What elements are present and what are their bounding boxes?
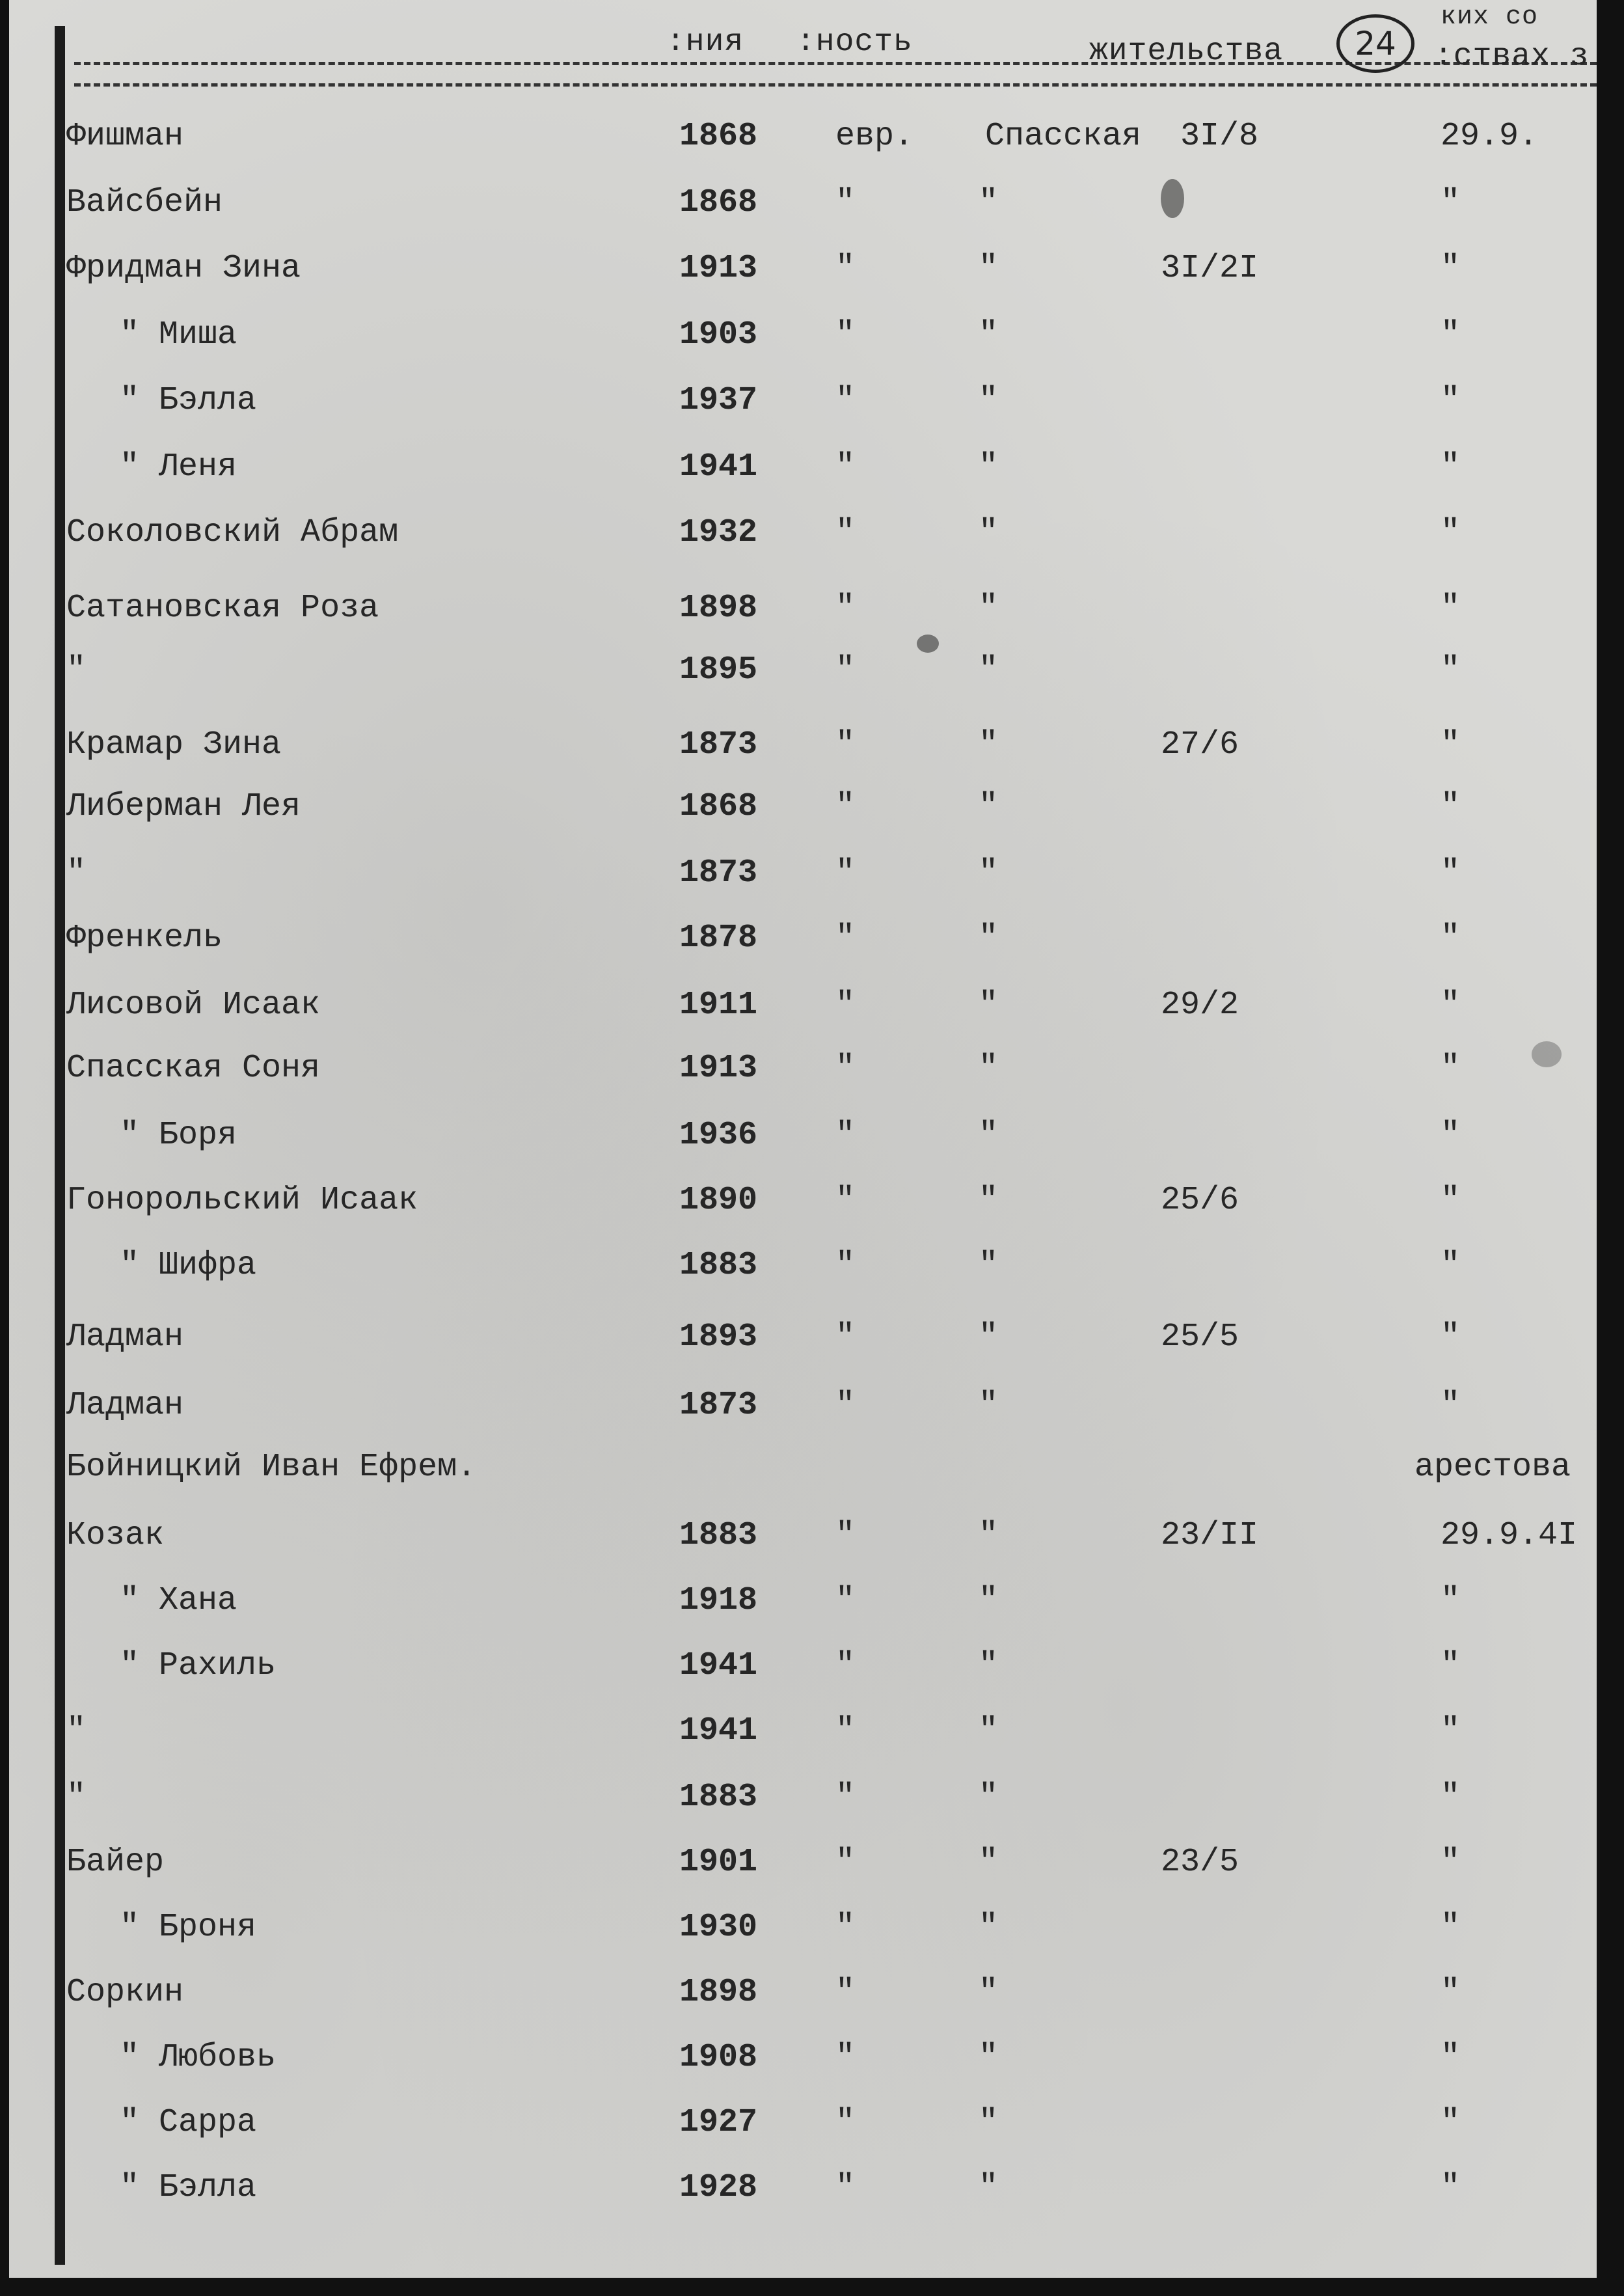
cell-date: ": [1441, 2039, 1461, 2076]
cell-house-number: 3I/2I: [1161, 250, 1259, 287]
cell-name: ": [66, 1712, 87, 1749]
cell-nationality: ": [835, 1050, 856, 1087]
cell-date: ": [1441, 2104, 1461, 2141]
cell-name: ": [66, 651, 87, 689]
cell-nationality: ": [835, 514, 856, 551]
cell-year: 1868: [679, 118, 758, 155]
cell-address: ": [979, 1050, 999, 1087]
cell-address: ": [979, 2039, 999, 2076]
cell-nationality: ": [835, 590, 856, 627]
cell-house-number: 23/5: [1161, 1844, 1239, 1881]
cell-nationality: ": [835, 382, 856, 419]
cell-name: Фридман Зина: [66, 250, 301, 287]
cell-address: ": [979, 448, 999, 485]
cell-date: ": [1441, 590, 1461, 627]
cell-address: ": [979, 590, 999, 627]
table-row: [9, 919, 1597, 984]
cell-address: Спасская: [985, 118, 1142, 155]
cell-address: ": [979, 920, 999, 957]
cell-date: ": [1441, 1319, 1461, 1356]
cell-nationality: ": [835, 1117, 856, 1154]
cell-year: 1927: [679, 2104, 758, 2141]
table-row: [9, 589, 1597, 654]
cell-address: ": [979, 1582, 999, 1619]
table-row: [9, 1386, 1597, 1451]
cell-date: ": [1441, 1387, 1461, 1424]
cell-year: 1941: [679, 448, 758, 485]
cell-year: 1937: [679, 382, 758, 419]
cell-date: ": [1441, 1050, 1461, 1087]
cell-address: ": [979, 987, 999, 1024]
table-row: [9, 1049, 1597, 1114]
cell-date: ": [1441, 514, 1461, 551]
table-row: [9, 1246, 1597, 1311]
cell-nationality: ": [835, 250, 856, 287]
cell-year: 1883: [679, 1779, 758, 1816]
cell-date: арестова: [1414, 1449, 1571, 1486]
cell-address: ": [979, 651, 999, 689]
table-row: [9, 854, 1597, 919]
cell-date: ": [1441, 250, 1461, 287]
cell-date: ": [1441, 1779, 1461, 1816]
cell-year: 1883: [679, 1247, 758, 1284]
cell-nationality: ": [835, 854, 856, 892]
cell-date: ": [1441, 1844, 1461, 1881]
cell-address: ": [979, 1247, 999, 1284]
cell-address: ": [979, 1779, 999, 1816]
cell-name: Гонорольский Исаак: [66, 1182, 418, 1219]
cell-name: " Любовь: [120, 2039, 277, 2076]
table-row: [9, 1448, 1597, 1513]
table-row: [9, 381, 1597, 446]
cell-name: Фишман: [66, 118, 184, 155]
cell-name: Спасская Соня: [66, 1050, 321, 1087]
cell-name: Френкель: [66, 920, 223, 957]
cell-nationality: ": [835, 1582, 856, 1619]
cell-address: ": [979, 1387, 999, 1424]
cell-year: 1898: [679, 1974, 758, 2011]
cell-date: ": [1441, 788, 1461, 825]
cell-address: ": [979, 1117, 999, 1154]
cell-address: ": [979, 1909, 999, 1946]
table-row: [9, 1581, 1597, 1647]
cell-name: Ладман: [66, 1387, 184, 1424]
cell-nationality: ": [835, 1517, 856, 1554]
cell-nationality: евр.: [835, 118, 914, 155]
cell-year: 1918: [679, 1582, 758, 1619]
cell-year: 1941: [679, 1712, 758, 1749]
table-row: [9, 1973, 1597, 2038]
cell-address: ": [979, 1517, 999, 1554]
cell-date: ": [1441, 316, 1461, 353]
cell-name: Лисовой Исаак: [66, 987, 321, 1024]
cell-address: ": [979, 1844, 999, 1881]
cell-year: 1911: [679, 987, 758, 1024]
cell-nationality: ": [835, 448, 856, 485]
cell-year: 1873: [679, 1387, 758, 1424]
cell-year: 1941: [679, 1647, 758, 1684]
cell-year: 1903: [679, 316, 758, 353]
cell-year: 1873: [679, 726, 758, 763]
cell-year: 1908: [679, 2039, 758, 2076]
cell-date: ": [1441, 184, 1461, 221]
header-divider-lower: [74, 83, 1597, 87]
cell-date: ": [1441, 920, 1461, 957]
table-row: [9, 787, 1597, 853]
table-row: [9, 513, 1597, 579]
cell-name: " Броня: [120, 1909, 257, 1946]
cell-address: ": [979, 2104, 999, 2141]
cell-nationality: ": [835, 726, 856, 763]
cell-nationality: ": [835, 1182, 856, 1219]
table-row: [9, 1712, 1597, 1777]
cell-year: 1868: [679, 184, 758, 221]
cell-year: 1936: [679, 1117, 758, 1154]
cell-date: ": [1441, 1712, 1461, 1749]
table-row: [9, 2103, 1597, 2168]
cell-name: " Бэлла: [120, 2169, 257, 2206]
table-row: [9, 1843, 1597, 1908]
cell-date: ": [1441, 1247, 1461, 1284]
cell-name: Крамар Зина: [66, 726, 282, 763]
cell-year: 1883: [679, 1517, 758, 1554]
cell-house-number: 23/II: [1161, 1517, 1259, 1554]
cell-nationality: ": [835, 1712, 856, 1749]
cell-date: ": [1441, 448, 1461, 485]
header-date-column-top: ких со: [1441, 3, 1539, 32]
table-row: [9, 184, 1597, 249]
header-nationality-column: :ность: [796, 25, 913, 60]
cell-year: 1868: [679, 788, 758, 825]
cell-date: ": [1441, 2169, 1461, 2206]
cell-name: " Хана: [120, 1582, 237, 1619]
table-row: [9, 726, 1597, 791]
table-row: [9, 448, 1597, 513]
table-row: [9, 651, 1597, 716]
cell-name: " Леня: [120, 448, 237, 485]
cell-name: Байер: [66, 1844, 165, 1881]
cell-nationality: ": [835, 1974, 856, 2011]
cell-year: 1901: [679, 1844, 758, 1881]
cell-address: ": [979, 1319, 999, 1356]
cell-address: ": [979, 726, 999, 763]
cell-date: ": [1441, 1117, 1461, 1154]
cell-name: " Сарра: [120, 2104, 257, 2141]
cell-name: ": [66, 1779, 87, 1816]
table-row: [9, 1318, 1597, 1383]
cell-year: 1890: [679, 1182, 758, 1219]
cell-date: ": [1441, 651, 1461, 689]
ink-blot: [1161, 179, 1184, 218]
cell-address: ": [979, 1182, 999, 1219]
cell-house-number: 29/2: [1161, 987, 1239, 1024]
cell-house-number: 3I/8: [1180, 118, 1259, 155]
cell-nationality: ": [835, 788, 856, 825]
table-row: [9, 249, 1597, 314]
table-row: [9, 1647, 1597, 1712]
cell-nationality: ": [835, 1647, 856, 1684]
cell-year: 1898: [679, 590, 758, 627]
cell-nationality: ": [835, 184, 856, 221]
cell-nationality: ": [835, 920, 856, 957]
cell-address: ": [979, 250, 999, 287]
cell-address: ": [979, 184, 999, 221]
cell-name: Либерман Лея: [66, 788, 301, 825]
cell-nationality: ": [835, 2039, 856, 2076]
cell-name: Вайсбейн: [66, 184, 223, 221]
header-year-column: :ния: [666, 25, 744, 60]
cell-nationality: ": [835, 1247, 856, 1284]
table-row: [9, 1516, 1597, 1581]
cell-year: 1873: [679, 854, 758, 892]
cell-nationality: ": [835, 651, 856, 689]
cell-nationality: ": [835, 1844, 856, 1881]
table-row: [9, 2168, 1597, 2234]
cell-date: ": [1441, 1182, 1461, 1219]
cell-date: ": [1441, 1582, 1461, 1619]
cell-address: ": [979, 788, 999, 825]
table-row: [9, 1908, 1597, 1973]
cell-name: Соркин: [66, 1974, 184, 2011]
cell-nationality: ": [835, 2104, 856, 2141]
table-row: [9, 1116, 1597, 1181]
cell-nationality: ": [835, 316, 856, 353]
page-number-circle: [1336, 14, 1414, 73]
cell-address: ": [979, 316, 999, 353]
cell-name: " Рахиль: [120, 1647, 277, 1684]
cell-nationality: ": [835, 1387, 856, 1424]
table-row: [9, 1181, 1597, 1246]
page-number: 24: [1355, 25, 1396, 62]
cell-year: 1932: [679, 514, 758, 551]
cell-year: 1895: [679, 651, 758, 689]
cell-year: 1893: [679, 1319, 758, 1356]
cell-nationality: ": [835, 1779, 856, 1816]
cell-name: " Шифра: [120, 1247, 257, 1284]
cell-name: Ладман: [66, 1319, 184, 1356]
cell-date: ": [1441, 1974, 1461, 2011]
cell-year: 1913: [679, 250, 758, 287]
cell-year: 1928: [679, 2169, 758, 2206]
table-row: [9, 1778, 1597, 1843]
document-page: [9, 0, 1597, 2278]
cell-name: " Миша: [120, 316, 237, 353]
cell-address: ": [979, 1712, 999, 1749]
cell-date: ": [1441, 726, 1461, 763]
table-row: [9, 117, 1597, 182]
cell-address: ": [979, 1974, 999, 2011]
cell-name: Бойницкий Иван Ефрем.: [66, 1449, 477, 1486]
cell-address: ": [979, 1647, 999, 1684]
cell-date: ": [1441, 382, 1461, 419]
cell-date: ": [1441, 987, 1461, 1024]
cell-house-number: 25/5: [1161, 1319, 1239, 1356]
ink-blot: [1532, 1041, 1562, 1067]
cell-name: Козак: [66, 1517, 165, 1554]
cell-nationality: ": [835, 1909, 856, 1946]
cell-address: ": [979, 854, 999, 892]
cell-nationality: ": [835, 1319, 856, 1356]
cell-date: ": [1441, 1647, 1461, 1684]
cell-address: ": [979, 382, 999, 419]
cell-year: 1930: [679, 1909, 758, 1946]
cell-address: ": [979, 514, 999, 551]
table-row: [9, 316, 1597, 381]
table-row: [9, 986, 1597, 1051]
cell-address: ": [979, 2169, 999, 2206]
cell-name: Сатановская Роза: [66, 590, 379, 627]
cell-date: 29.9.: [1441, 118, 1539, 155]
cell-name: ": [66, 854, 87, 892]
cell-house-number: 27/6: [1161, 726, 1239, 763]
cell-name: " Бэлла: [120, 382, 257, 419]
cell-date: 29.9.4I: [1441, 1517, 1578, 1554]
cell-nationality: ": [835, 987, 856, 1024]
cell-house-number: 25/6: [1161, 1182, 1239, 1219]
cell-date: ": [1441, 854, 1461, 892]
cell-nationality: ": [835, 2169, 856, 2206]
cell-name: " Боря: [120, 1117, 237, 1154]
cell-year: 1913: [679, 1050, 758, 1087]
cell-name: Соколовский Абрам: [66, 514, 399, 551]
header-date-column: :ствах з: [1434, 39, 1590, 74]
ink-blot: [917, 635, 939, 653]
table-row: [9, 2038, 1597, 2103]
cell-date: ": [1441, 1909, 1461, 1946]
header-address-column: жительства: [1089, 34, 1284, 69]
cell-year: 1878: [679, 920, 758, 957]
